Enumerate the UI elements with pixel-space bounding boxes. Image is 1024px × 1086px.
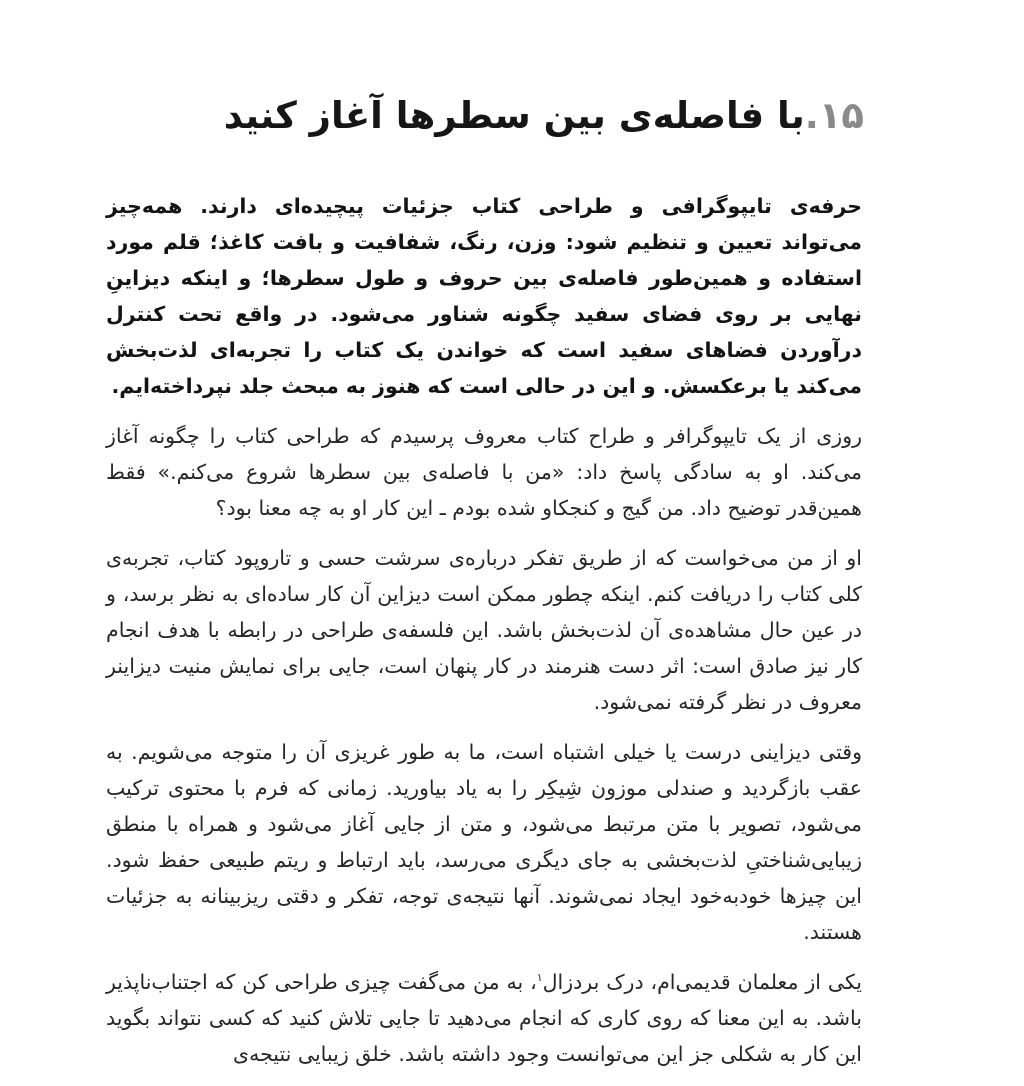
body-paragraph-5 (106, 964, 862, 1072)
chapter-heading (144, 88, 864, 144)
chapter-number: ۱۵. (804, 94, 864, 137)
paragraph-5-end: ، به من می‌گفت چیزی طراحی کن که اجتناب‌ناپذیر باشد. به این معنا که روی کاری که انجام می‌دهید تا جایی تلاش کنید که کسی نتواند بگوید این کار به شکلی جز این می‌توانست وجود داشته باشد. خلق زیبایی نتیجه‌ی (106, 970, 862, 1066)
paragraph-5-start: یکی از معلمان قدیمی‌ام، درک بردزال (542, 970, 862, 994)
footnote-marker[interactable]: ۱ (536, 971, 543, 985)
body-paragraph-4: وقتی دیزاینی درست یا خیلی اشتباه است، ما به طور غریزی آن را متوجه می‌شویم. به عقب بازگردید و صندلی موزون شِیکِر را به یاد بیاورید. زمانی که فرم با محتوی ترکیب می‌شود، تصویر با متن مرتبط می‌شود، و متن از جایی آغاز می‌شود و همراه با منطق زیبایی‌شناختیِ لذت‌بخشی به جای دیگری می‌رسد، باید ارتباط و ریتم طبیعی حفظ شود. این چیزها خودبه‌خود ایجاد نمی‌شوند. آنها نتیجه‌ی توجه، تفکر و دقتی ریزبینانه به جزئیات هستند. (106, 740, 862, 944)
lead-paragraph: حرفه‌ی تایپوگرافی و طراحی کتاب جزئیات پیچیده‌ای دارند. همه‌چیز می‌تواند تعیین و تنظیم شود: وزن، رنگ، شفافیت و بافت کاغذ؛ قلم مورد استفاده و همین‌طور فاصله‌ی بین حروف و طول سطرها؛ و اینکه دیزاینِ نهایی بر روی فضای سفید چگونه شناور می‌شود. در واقع تحت کنترل درآوردن فضاهای سفید است که خواندن یک کتاب را تجربه‌ای لذت‌بخش می‌کند یا برعکسش. و این در حالی است که هنوز به مبحث جلد نپرداخته‌ایم. (106, 194, 862, 398)
body-paragraph-2: روزی از یک تایپوگرافر و طراح کتاب معروف پرسیدم که طراحی کتاب را چگونه آغاز می‌کند. او به سادگی پاسخ داد: «من با فاصله‌ی بین سطرها شروع می‌کنم.» فقط همین‌قدر توضیح داد. من گیج و کنجکاو شده بودم ـ این کار او به چه معنا بود؟ (106, 424, 862, 520)
body-paragraph-3: او از من می‌خواست که از طریق تفکر درباره‌ی سرشت حسی و تاروپود کتاب، تجربه‌ی کلی کتاب را دریافت کنم. اینکه چطور ممکن است دیزاین آن کار ساده‌ای به نظر برسد، و در عین حال مشاهده‌ی آن لذت‌بخش باشد. این فلسفه‌ی طراحی در رابطه با هدف انجام کار نیز صادق است: اثر دست هنرمند در کار پنهان است، جایی برای نمایش منیت دیزاینر معروف در نظر گرفته نمی‌شود. (106, 546, 862, 714)
chapter-title: با فاصله‌ی بین سطرها آغاز کنید (223, 94, 805, 137)
chapter-body (106, 188, 862, 1086)
